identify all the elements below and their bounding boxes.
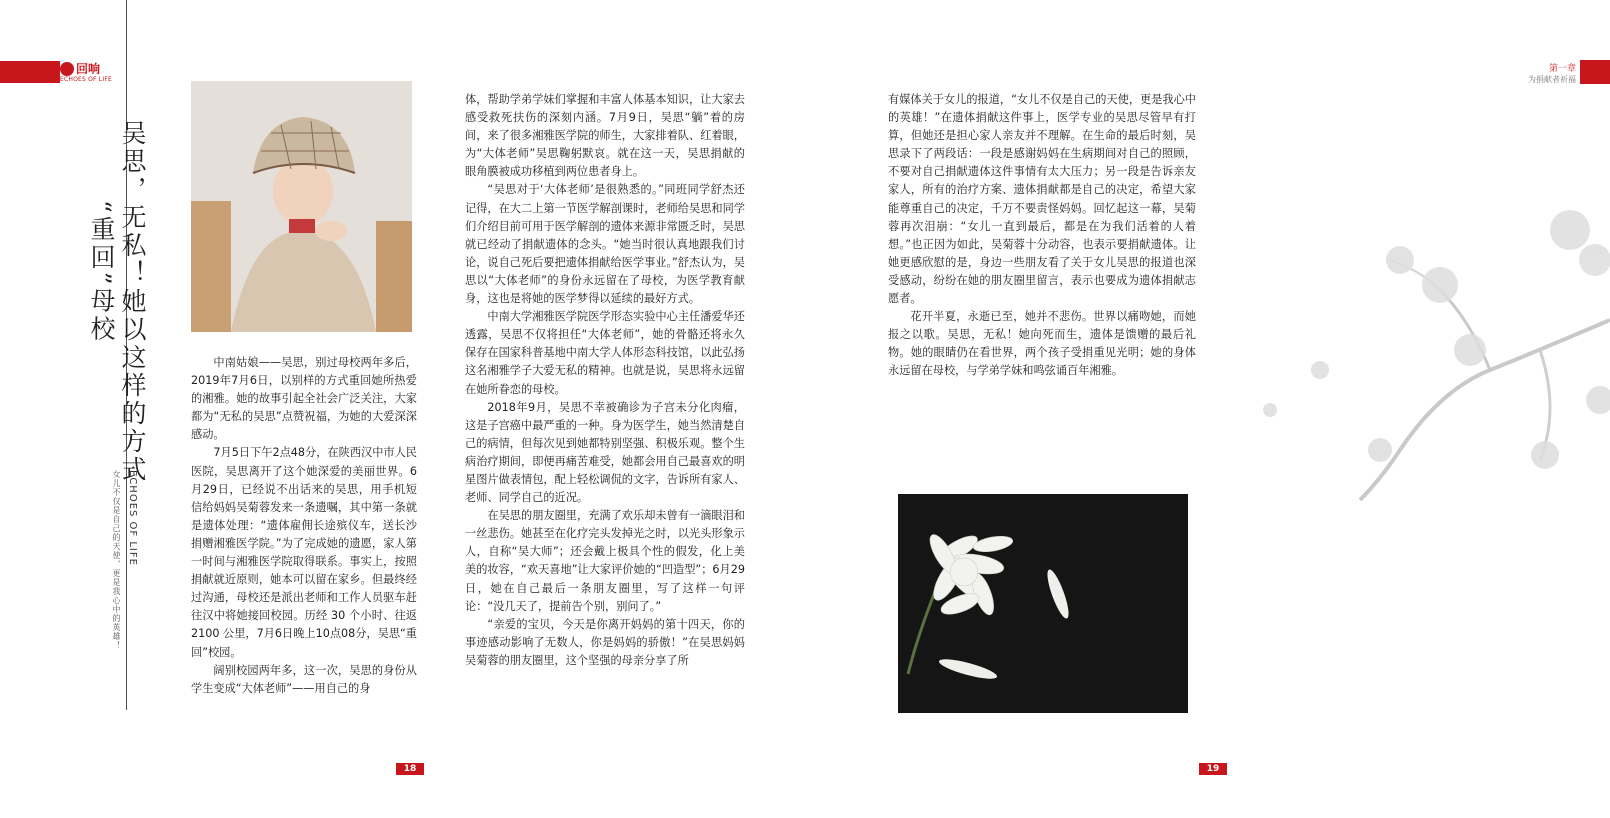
paragraph: 7月5日下午2点48分，在陕西汉中市人民医院，吴思离开了这个她深爱的美丽世界。6月29日，已经说不出话来的吴思，用手机短信给妈妈吴菊蓉发来一条遗嘱，其中第一条就是遗体处理：“遗体雇佣长途殡仪车，送长沙捐赠湘雅医学院。”为了完成她的遗愿，家人第一时间与湘雅医学院取得联系。事实上，按照捐献就近原则，她本可以留在家乡。但最终经过沟通，母校还是派出老师和工作人员驱车赶往汉中将她接回校园。历经 30 个小时、往返 2100 公里，7月6日晚上10点08分，吴思“重回”校园。 — [191, 446, 417, 659]
sidebar-echoes-label: ECHOES OF LIFE — [127, 470, 138, 566]
paragraph: 中南姑娘——吴思，别过母校两年多后，2019年7月6日，以别样的方式重回她所热爱的湘雅。她的故事引起全社会广泛关注，大家都为“无私的吴思”点赞祝福，为她的大爱深深感动。 — [191, 356, 417, 442]
paragraph: 在吴思的朋友圈里，充满了欢乐却未曾有一滴眼泪和一丝悲伤。她甚至在化疗完头发掉光之时，以光头形象示人，自称“吴大师”；还会戴上极具个性的假发，化上美美的妆容，“欢天喜地”让大家评价她的“凹造型”；6月29日，她在自己最后一条朋友圈里，写了这样一句评论：“没几天了，提前告个别，别问了。” — [465, 509, 745, 613]
chapter-label: 第一章 — [1548, 64, 1576, 74]
logo-title: 回响 — [76, 62, 101, 76]
chrysanthemum-illustration — [898, 494, 1188, 713]
header-band-left — [0, 61, 60, 83]
page-number-right: 19 — [1199, 763, 1227, 775]
logo-icon — [60, 62, 74, 76]
logo-subtitle: ECHOES OF LIFE — [60, 76, 112, 83]
article-title-line1: 吴思，无私！她以这样的方式 — [118, 120, 147, 484]
paragraph: “亲爱的宝贝，今天是你离开妈妈的第十四天，你的事迹感动影响了无数人，你是妈妈的骄傲！”在吴思妈妈吴菊蓉的朋友圈里，这个坚强的母亲分享了所 — [465, 617, 745, 667]
article-title-line2: “重回”母校 — [87, 200, 116, 344]
paragraph: 阔别校园两年多，这一次，吴思的身份从学生变成“大体老师”——用自己的身 — [191, 663, 417, 695]
chrysanthemum-photo — [898, 494, 1188, 713]
portrait-photo — [191, 81, 412, 332]
blossom-decoration — [1240, 200, 1610, 540]
paragraph: 2018年9月，吴思不幸被确诊为子宫未分化肉瘤，这是子宫癌中最严重的一种。身为医学生，她当然清楚自己的病情，但每次见到她都特别坚强、积极乐观。整个生病治疗期间，即便再痛苦难受，她都会用自己最喜欢的明星图片做表情包，配上轻松调侃的文字，告诉所有家人、老师、同学自己的近况。 — [465, 400, 745, 505]
text-column-1 — [191, 354, 417, 698]
paragraph: “吴思对于‘大体老师’是很熟悉的。”同班同学舒杰还记得，在大二上第一节医学解剖课时，老师给吴思和同学们介绍目前可用于医学解剖的遗体来源非常匮乏时，吴思就已经动了捐献遗体的念头。“她当时很认真地跟我们讨论，说自己死后要把遗体捐献给医学事业。”舒杰认为，吴思以“大体老师”的身份永远留在了母校，为医学教育献身，这也是将她的医学梦得以延续的最好方式。 — [465, 183, 745, 306]
paragraph: 有媒体关于女儿的报道，“女儿不仅是自己的天使，更是我心中的英雄！”在遗体捐献这件事上，医学专业的吴思尽管早有打算，但她还是担心家人亲友并不理解。在生命的最后时刻，吴思录下了两段话：一段是感谢妈妈在生病期间对自己的照顾，不要对自己捐献遗体这件事情有太大压力；另一段是告诉亲友家人，所有的治疗方案、遗体捐献都是自己的决定，希望大家能尊重自己的决定，千万不要责怪妈妈。回忆起这一幕，吴菊蓉再次泪崩：“女儿一直到最后，都是在为我们活着的人着想。”也正因为如此，吴菊蓉十分动容，也表示要捐献遗体。让她更感欣慰的是，身边一些朋友看了关于女儿吴思的报道也深受感动，纷纷在她的朋友圈里留言，表示也要成为遗体捐献志愿者。 — [888, 93, 1196, 306]
portrait-illustration — [191, 81, 412, 332]
page-number-left: 18 — [396, 763, 424, 775]
magazine-logo — [60, 60, 112, 84]
header-band-right — [1580, 60, 1610, 84]
sidebar-quote: 女儿不仅是自己的天使，更是我心中的英雄！ — [112, 470, 121, 650]
paragraph: 中南大学湘雅医学院医学形态实验中心主任潘爱华还透露，吴思不仅将担任“大体老师”，她的骨骼还将永久保存在国家科普基地中南大学人体形态科技馆，以此弘扬这名湘雅学子大爱无私的精神。也就是说，吴思将永远留在她所眷恋的母校。 — [465, 310, 745, 396]
chapter-subtitle: 为捐献者祈福 — [1528, 75, 1576, 84]
paragraph: 花开半夏，永逝已至，她并不悲伤。世界以痛吻她，而她报之以歌。吴思，无私！她向死而生，遗体是馈赠的最后礼物。她的眼睛仍在看世界，两个孩子受捐重见光明；她的身体永远留在母校，与学弟学妹和鸣弦诵百年湘雅。 — [888, 310, 1196, 378]
text-column-3 — [888, 91, 1196, 381]
paragraph: 体，帮助学弟学妹们掌握和丰富人体基本知识，让大家去感受救死扶伤的深刻内涵。7月9日，吴思“躺”着的房间，来了很多湘雅医学院的师生，大家排着队、红着眼，为“大体老师”吴思鞠躬默哀。就在这一天，吴思捐献的眼角膜被成功移植到两位患者身上。 — [465, 93, 745, 179]
text-column-2 — [465, 91, 745, 670]
